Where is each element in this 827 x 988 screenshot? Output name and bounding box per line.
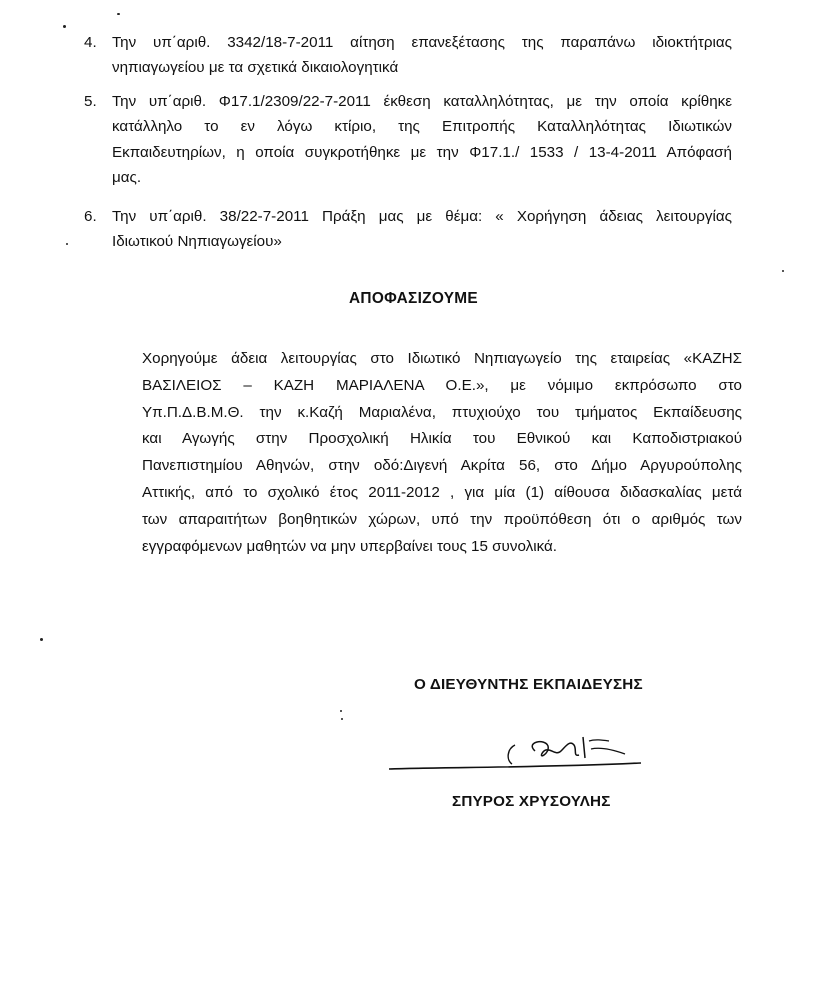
item-line: μας. (112, 169, 142, 187)
paragraph-line: Χορηγούμε άδεια λειτουργίας στο Ιδιωτικό Νηπιαγωγείο της εταιρείας «ΚΑΖΗΣ (142, 350, 742, 367)
paragraph-line: εγγραφόμενων μαθητών να μην υπερβαίνει τους 15 συνολικά. (142, 537, 557, 555)
item-line: νηπιαγωγείου με τα σχετικά δικαιολογητικά (112, 59, 399, 77)
scan-speck (117, 13, 120, 15)
scan-speck (66, 243, 68, 245)
decision-heading: ΑΠΟΦΑΣΙΖΟΥΜΕ (349, 290, 478, 307)
paragraph-line: Υπ.Π.Δ.Β.Μ.Θ. την κ.Καζή Μαριαλένα, πτυχιούχο του τμήματος Εκπαίδευσης (142, 403, 742, 421)
item-line: Εκπαιδευτηρίων, η οποία συγκροτήθηκε με την Φ17.1./ 1533 / 13-4-2011 Απόφασή (112, 143, 732, 161)
paragraph-line: Πανεπιστημίου Αθηνών, στην οδό:Διγενή Ακρίτα 56, στο Δήμο Αργυρούπολης (142, 457, 742, 475)
item-number: 6. (84, 208, 97, 225)
decision-paragraph (142, 346, 742, 560)
scan-speck (341, 718, 343, 720)
scan-speck (63, 25, 66, 28)
item-text (112, 30, 732, 81)
signatory-name: ΣΠΥΡΟΣ ΧΡΥΣΟΥΛΗΣ (452, 793, 611, 810)
item-text (112, 89, 732, 191)
scan-speck (40, 638, 43, 641)
handwritten-signature (385, 718, 645, 788)
item-line: Ιδιωτικού Νηπιαγωγείου» (112, 233, 282, 251)
item-line: κατάλληλο το εν λόγω κτίριο, της Επιτροπής Καταλληλότητας Ιδιωτικών (112, 118, 732, 136)
paragraph-line: και Αγωγής στην Προσχολική Ηλικία του Εθνικού και Καποδιστριακού (142, 430, 742, 448)
paragraph-line: των απαραιτήτων βοηθητικών χώρων, υπό την προϋπόθεση ότι ο αριθμός των (142, 510, 742, 528)
item-number: 4. (84, 34, 97, 51)
item-line: Την υπ΄αριθ. 38/22-7-2011 Πράξη μας με θέμα: « Χορήγηση άδειας λειτουργίας (112, 208, 732, 225)
item-number: 5. (84, 93, 97, 110)
paragraph-line: ΒΑΣΙΛΕΙΟΣ – ΚΑΖΗ ΜΑΡΙΑΛΕΝΑ Ο.Ε.», με νόμιμο εκπρόσωπο στο (142, 376, 742, 394)
scan-speck (782, 270, 784, 272)
signatory-title: Ο ΔΙΕΥΘΥΝΤΗΣ ΕΚΠΑΙΔΕΥΣΗΣ (414, 676, 643, 693)
paragraph-line: Αττικής, από το σχολικό έτος 2011-2012 , για μία (1) αίθουσα διδασκαλίας μετά (142, 483, 742, 501)
item-line: Την υπ΄αριθ. 3342/18-7-2011 αίτηση επανεξέτασης της παραπάνω ιδιοκτήτριας (112, 34, 732, 51)
item-line: Την υπ΄αριθ. Φ17.1/2309/22-7-2011 έκθεση καταλληλότητας, με την οποία κρίθηκε (112, 93, 732, 110)
item-text (112, 204, 732, 255)
scan-speck (340, 710, 342, 712)
